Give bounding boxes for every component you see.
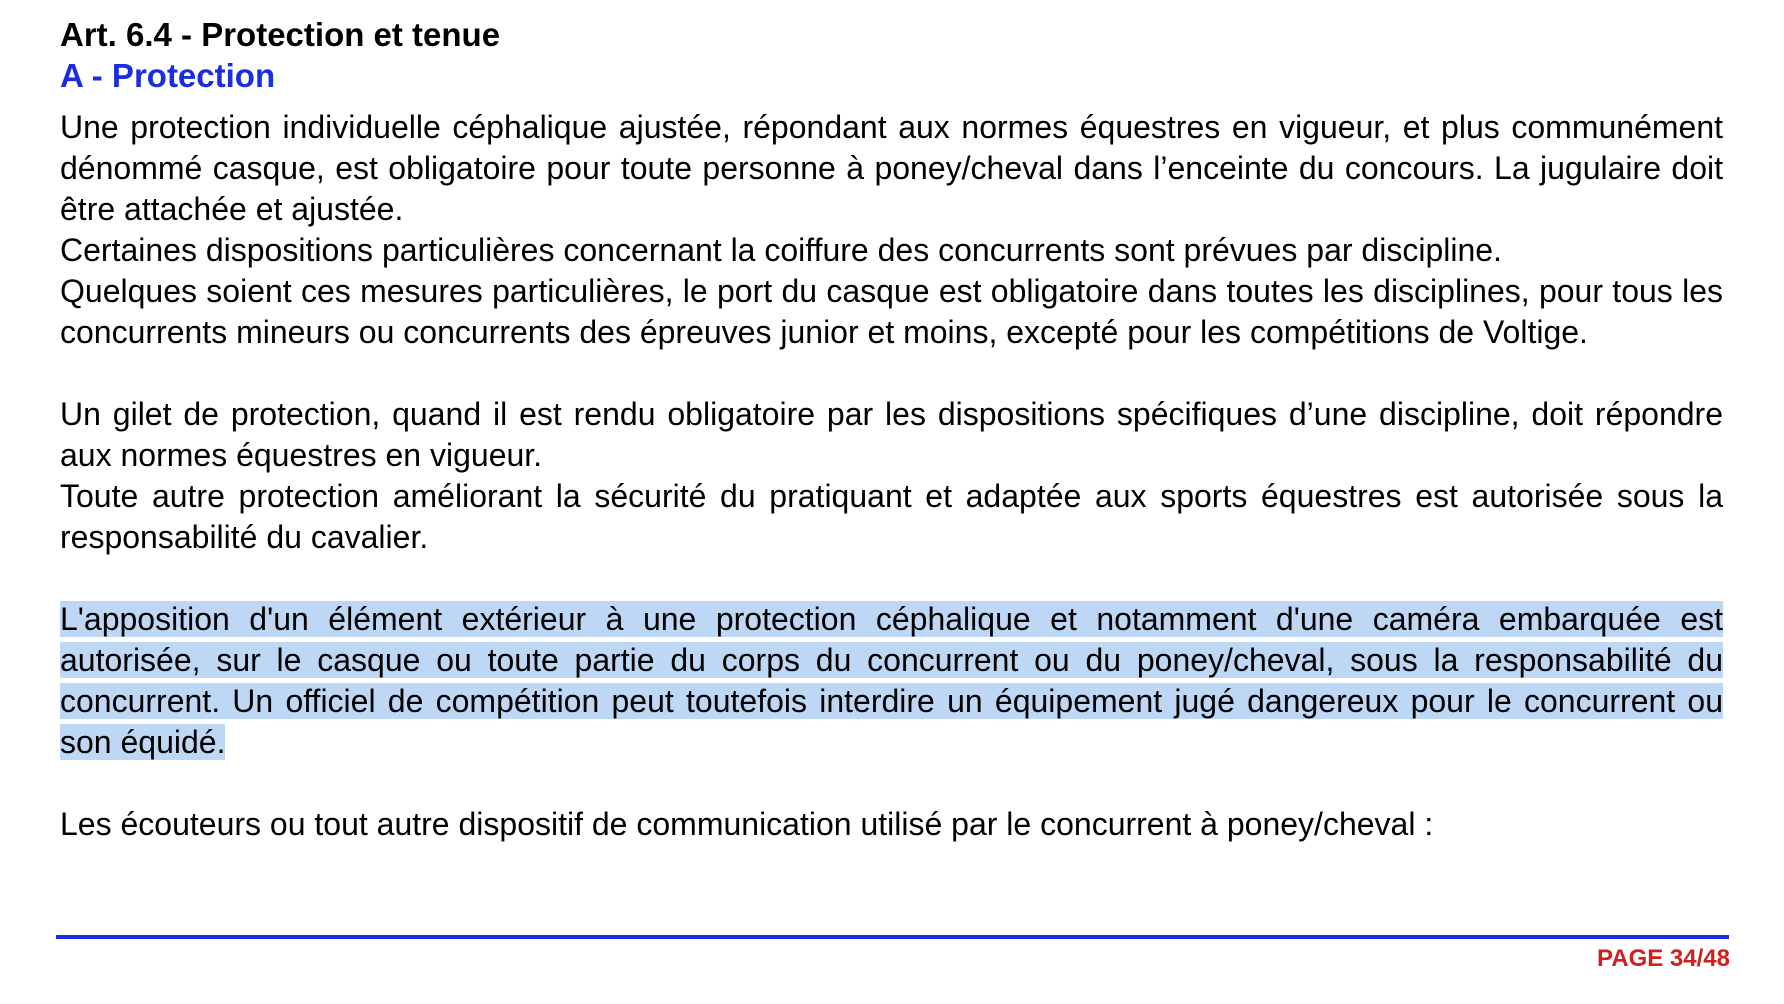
footer-divider xyxy=(56,935,1729,939)
section-title: A - Protection xyxy=(60,57,276,94)
selected-text-highlight[interactable]: L'apposition d'un élément extérieur à une protection céphalique et notamment d'une caméra embarquée est autorisée, sur le casque ou toute partie du corps du concurrent ou du poney/cheval, sous la responsabilité du concurrent. Un officiel de compétition peut toutefois interdire un équipement jugé dangereux pour le concurrent ou son équidé. xyxy=(60,601,1723,760)
paragraph-helmet-requirement[interactable]: Une protection individuelle céphalique ajustée, répondant aux normes équestres en vigueur, et plus communément dénommé casque, est obligatoire pour toute personne à poney/cheval dans l’enceinte du concours. La jugulaire doit être attachée et ajustée. xyxy=(60,109,1723,227)
paragraph-helmet-minors[interactable]: Quelques soient ces mesures particulières, le port du casque est obligatoire dans toutes les disciplines, pour tous les concurrents mineurs ou concurrents des épreuves junior et moins, excepté pour les compétitions de Voltige. xyxy=(60,273,1723,350)
page-number: PAGE 34/48 xyxy=(1597,945,1730,972)
paragraph-spacer xyxy=(60,353,1723,394)
paragraph-earphones[interactable]: Les écouteurs ou tout autre dispositif de communication utilisé par le concurrent à poney/cheval : xyxy=(60,806,1434,842)
paragraph-other-protection[interactable]: Toute autre protection améliorant la sécurité du pratiquant et adaptée aux sports équestres est autorisée sous la responsabilité du cavalier. xyxy=(60,478,1723,555)
paragraph-headwear-dispositions[interactable]: Certaines dispositions particulières concernant la coiffure des concurrents sont prévues par discipline. xyxy=(60,232,1502,268)
document-body xyxy=(60,14,1723,845)
article-title: Art. 6.4 - Protection et tenue xyxy=(60,16,501,53)
paragraph-camera-attachment[interactable] xyxy=(60,599,1723,763)
paragraph-protective-vest[interactable]: Un gilet de protection, quand il est rendu obligatoire par les dispositions spécifiques d’une discipline, doit répondre aux normes équestres en vigueur. xyxy=(60,396,1723,473)
paragraph-spacer xyxy=(60,763,1723,804)
paragraph-spacer xyxy=(60,558,1723,599)
